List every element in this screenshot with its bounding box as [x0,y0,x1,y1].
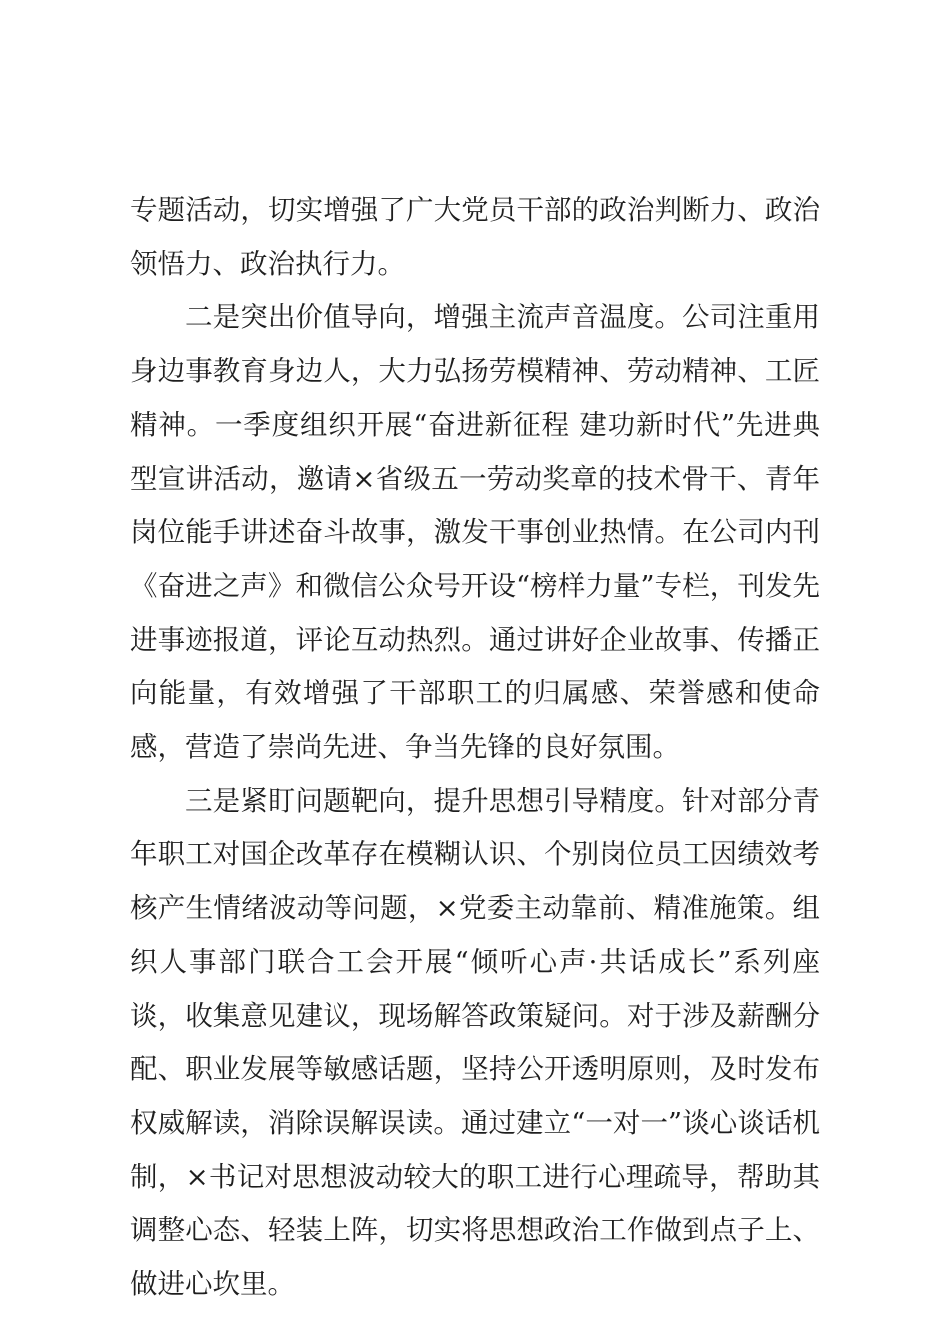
paragraph-value-orientation: 二是突出价值导向，增强主流声音温度。公司注重用身边事教育身边人，大力弘扬劳模精神、劳动精神、工匠精神。一季度组织开展“奋进新征程 建功新时代”先进典型宣讲活动，邀请×省级五一劳动奖章的技术骨干、青年岗位能手讲述奋斗故事，激发干事创业热情。在公司内刊《奋进之声》和微信公众号开设“榜样力量”专栏，刊发先进事迹报道，评论互动热烈。通过讲好企业故事、传播正向能量，有效增强了干部职工的归属感、荣誉感和使命感，营造了崇尚先进、争当先锋的良好氛围。 [130,301,820,764]
document-body [130,184,820,1312]
paragraph-continued: 专题活动，切实增强了广大党员干部的政治判断力、政治领悟力、政治执行力。 [130,194,820,280]
paragraph-problem-orientation: 三是紧盯问题靶向，提升思想引导精度。针对部分青年职工对国企改革存在模糊认识、个别岗位员工因绩效考核产生情绪波动等问题，×党委主动靠前、精准施策。组织人事部门联合工会开展“倾听心声·共话成长”系列座谈，收集意见建议，现场解答政策疑问。对于涉及薪酬分配、职业发展等敏感话题，坚持公开透明原则，及时发布权威解读，消除误解误读。通过建立“一对一”谈心谈话机制，×书记对思想波动较大的职工进行心理疏导，帮助其调整心态、轻装上阵，切实将思想政治工作做到点子上、做进心坎里。 [130,784,820,1301]
